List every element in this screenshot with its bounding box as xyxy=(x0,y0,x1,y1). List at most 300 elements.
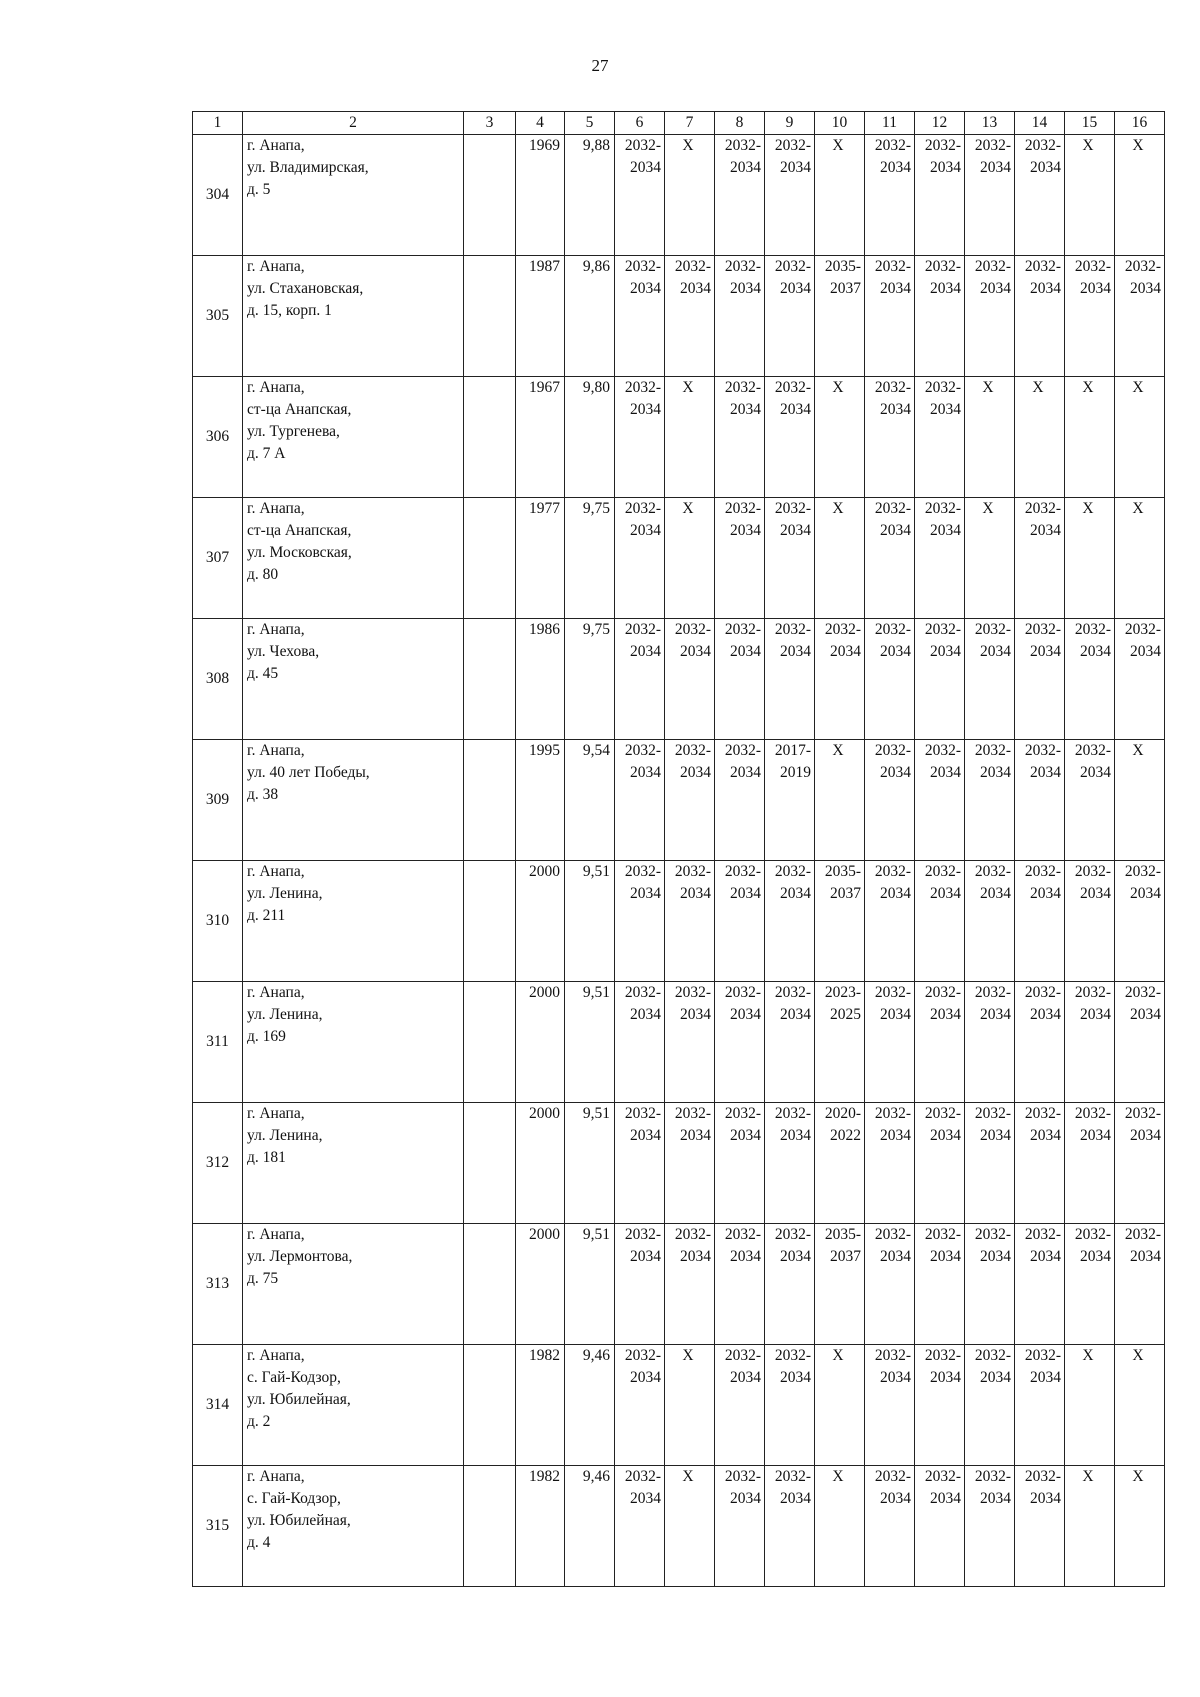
period-year: 2034 xyxy=(680,1127,711,1144)
year-value: 2000 xyxy=(529,863,560,880)
period-year: 2023- xyxy=(824,984,861,1001)
period-year: 2034 xyxy=(780,1369,811,1386)
column-header: 16 xyxy=(1115,112,1165,135)
row-number-cell xyxy=(193,135,243,256)
address-line: г. Анапа, xyxy=(247,742,305,759)
period-year: 2034 xyxy=(930,280,961,297)
period-year: 2032- xyxy=(924,500,961,517)
period-year: 2032- xyxy=(1024,258,1061,275)
period-cell xyxy=(665,1103,715,1224)
address-cell xyxy=(243,982,464,1103)
column-3-cell xyxy=(464,377,516,498)
period-year: 2032- xyxy=(624,137,661,154)
row-number: 311 xyxy=(206,1033,229,1050)
year-cell xyxy=(516,1103,565,1224)
period-cell xyxy=(665,619,715,740)
period-cell xyxy=(1015,619,1065,740)
period-year: 2034 xyxy=(1080,643,1111,660)
period-cell xyxy=(665,861,715,982)
numeric-value: 9,51 xyxy=(582,984,610,1001)
column-header: 11 xyxy=(865,112,915,135)
period-year: 2034 xyxy=(780,280,811,297)
period-year: 2034 xyxy=(730,885,761,902)
period-year: 2034 xyxy=(680,643,711,660)
column-3-cell xyxy=(464,498,516,619)
numeric-value: 9,75 xyxy=(582,621,610,638)
period-cell xyxy=(665,1466,715,1587)
period-cell xyxy=(715,1103,765,1224)
period-cell xyxy=(865,1345,915,1466)
period-cell xyxy=(965,982,1015,1103)
address-line: ул. 40 лет Победы, xyxy=(247,764,370,781)
period-year: 2032- xyxy=(974,1226,1011,1243)
period-year: 2034 xyxy=(930,401,961,418)
period-year: 2034 xyxy=(1030,885,1061,902)
period-year: 2032- xyxy=(924,863,961,880)
period-year: 2034 xyxy=(980,764,1011,781)
year-cell xyxy=(516,861,565,982)
period-year: 2032- xyxy=(974,863,1011,880)
period-year: 2034 xyxy=(1030,1006,1061,1023)
not-applicable-mark: X xyxy=(1082,1347,1094,1364)
not-applicable-mark: X xyxy=(1082,137,1094,154)
address-cell xyxy=(243,861,464,982)
address-line: д. 15, корп. 1 xyxy=(247,302,332,319)
address-line: г. Анапа, xyxy=(247,621,305,638)
period-year: 2034 xyxy=(730,764,761,781)
period-year: 2032- xyxy=(1124,1105,1161,1122)
address-line: ул. Ленина, xyxy=(247,885,323,902)
period-year: 2032- xyxy=(874,1105,911,1122)
period-cell xyxy=(1115,1345,1165,1466)
period-year: 2032- xyxy=(724,258,761,275)
period-year: 2032- xyxy=(924,258,961,275)
period-year: 2032- xyxy=(724,1468,761,1485)
address-line: г. Анапа, xyxy=(247,984,305,1001)
period-year: 2032- xyxy=(724,984,761,1001)
period-cell xyxy=(1015,377,1065,498)
period-year: 2022 xyxy=(830,1127,861,1144)
period-year: 2032- xyxy=(1024,1226,1061,1243)
value-cell xyxy=(565,1345,615,1466)
period-cell xyxy=(1115,1103,1165,1224)
period-year: 2032- xyxy=(874,500,911,517)
period-cell xyxy=(1115,982,1165,1103)
period-year: 2032- xyxy=(874,258,911,275)
period-year: 2034 xyxy=(780,1490,811,1507)
period-year: 2034 xyxy=(630,159,661,176)
period-year: 2034 xyxy=(780,1127,811,1144)
period-year: 2034 xyxy=(880,643,911,660)
not-applicable-mark: X xyxy=(832,742,844,759)
period-year: 2032- xyxy=(1024,500,1061,517)
period-year: 2032- xyxy=(974,1105,1011,1122)
period-year: 2032- xyxy=(674,258,711,275)
period-year: 2032- xyxy=(924,1105,961,1122)
period-year: 2032- xyxy=(624,1105,661,1122)
row-number-cell xyxy=(193,1466,243,1587)
period-cell xyxy=(915,498,965,619)
period-year: 2034 xyxy=(630,764,661,781)
table-row xyxy=(193,1103,1165,1224)
period-cell xyxy=(1065,256,1115,377)
period-year: 2032- xyxy=(724,1226,761,1243)
address-line: ул. Юбилейная, xyxy=(247,1391,351,1408)
period-year: 2034 xyxy=(980,1490,1011,1507)
period-cell xyxy=(765,1345,815,1466)
column-3-cell xyxy=(464,256,516,377)
period-year: 2034 xyxy=(630,1490,661,1507)
period-year: 2034 xyxy=(930,159,961,176)
period-cell xyxy=(715,377,765,498)
address-line: д. 5 xyxy=(247,181,271,198)
column-3-cell xyxy=(464,740,516,861)
period-year: 2034 xyxy=(1030,764,1061,781)
not-applicable-mark: X xyxy=(1132,379,1144,396)
period-year: 2032- xyxy=(1124,1226,1161,1243)
period-cell xyxy=(715,256,765,377)
period-year: 2034 xyxy=(1080,280,1111,297)
value-cell xyxy=(565,1103,615,1224)
period-year: 2032- xyxy=(1024,1347,1061,1364)
period-year: 2032- xyxy=(1074,1226,1111,1243)
period-year: 2032- xyxy=(774,1105,811,1122)
period-year: 2034 xyxy=(1030,1369,1061,1386)
period-year: 2032- xyxy=(674,984,711,1001)
period-year: 2034 xyxy=(680,1248,711,1265)
period-cell xyxy=(765,740,815,861)
period-year: 2034 xyxy=(980,159,1011,176)
address-cell xyxy=(243,377,464,498)
not-applicable-mark: X xyxy=(1132,1347,1144,1364)
period-cell xyxy=(715,861,765,982)
period-year: 2034 xyxy=(730,1369,761,1386)
period-cell xyxy=(1115,135,1165,256)
period-cell xyxy=(1065,1103,1115,1224)
period-year: 2032- xyxy=(724,621,761,638)
period-year: 2032- xyxy=(874,984,911,1001)
period-year: 2034 xyxy=(780,643,811,660)
period-cell xyxy=(915,1345,965,1466)
column-header: 4 xyxy=(516,112,565,135)
period-year: 2032- xyxy=(874,137,911,154)
table-row xyxy=(193,1345,1165,1466)
not-applicable-mark: X xyxy=(1082,500,1094,517)
numeric-value: 9,86 xyxy=(582,258,610,275)
period-year: 2032- xyxy=(1024,1105,1061,1122)
year-cell xyxy=(516,377,565,498)
period-cell xyxy=(965,1466,1015,1587)
address-line: г. Анапа, xyxy=(247,500,305,517)
period-year: 2032- xyxy=(624,1226,661,1243)
period-cell xyxy=(1015,740,1065,861)
period-year: 2034 xyxy=(630,885,661,902)
period-year: 2032- xyxy=(1124,258,1161,275)
period-cell xyxy=(915,1103,965,1224)
period-year: 2020- xyxy=(824,1105,861,1122)
numeric-value: 9,46 xyxy=(582,1468,610,1485)
address-cell xyxy=(243,135,464,256)
column-header: 8 xyxy=(715,112,765,135)
period-year: 2032- xyxy=(1124,863,1161,880)
address-line: ул. Юбилейная, xyxy=(247,1512,351,1529)
period-cell xyxy=(765,1103,815,1224)
period-year: 2032- xyxy=(674,742,711,759)
period-year: 2034 xyxy=(1030,280,1061,297)
period-cell xyxy=(815,740,865,861)
numeric-value: 9,46 xyxy=(582,1347,610,1364)
period-year: 2032- xyxy=(674,1226,711,1243)
not-applicable-mark: X xyxy=(1082,1468,1094,1485)
period-cell xyxy=(865,982,915,1103)
period-year: 2034 xyxy=(730,280,761,297)
numeric-value: 9,75 xyxy=(582,500,610,517)
period-year: 2032- xyxy=(624,863,661,880)
numeric-value: 9,51 xyxy=(582,863,610,880)
period-year: 2032- xyxy=(774,1226,811,1243)
period-cell xyxy=(815,1466,865,1587)
period-year: 2034 xyxy=(980,885,1011,902)
period-year: 2032- xyxy=(774,984,811,1001)
row-number: 313 xyxy=(205,1275,230,1292)
period-year: 2032- xyxy=(1024,984,1061,1001)
period-cell xyxy=(965,861,1015,982)
period-cell xyxy=(865,861,915,982)
period-year: 2034 xyxy=(780,522,811,539)
period-year: 2034 xyxy=(780,885,811,902)
period-cell xyxy=(615,1466,665,1587)
address-line: д. 181 xyxy=(247,1149,286,1166)
address-cell xyxy=(243,740,464,861)
period-cell xyxy=(1115,619,1165,740)
address-line: ул. Ленина, xyxy=(247,1127,323,1144)
not-applicable-mark: X xyxy=(1132,742,1144,759)
column-header: 2 xyxy=(243,112,464,135)
period-cell xyxy=(965,256,1015,377)
period-cell xyxy=(765,1224,815,1345)
address-line: ул. Тургенева, xyxy=(247,423,340,440)
year-cell xyxy=(516,135,565,256)
table-row xyxy=(193,256,1165,377)
period-year: 2032- xyxy=(624,984,661,1001)
period-year: 2034 xyxy=(780,159,811,176)
period-cell xyxy=(715,1224,765,1345)
period-year: 2032- xyxy=(774,1468,811,1485)
period-year: 2034 xyxy=(930,522,961,539)
period-cell xyxy=(915,740,965,861)
period-cell xyxy=(665,740,715,861)
address-line: д. 2 xyxy=(247,1413,271,1430)
period-cell xyxy=(815,861,865,982)
period-cell xyxy=(1115,377,1165,498)
period-cell xyxy=(665,1224,715,1345)
value-cell xyxy=(565,498,615,619)
period-year: 2032- xyxy=(924,379,961,396)
period-year: 2034 xyxy=(680,280,711,297)
address-line: д. 45 xyxy=(247,665,279,682)
period-year: 2034 xyxy=(880,1248,911,1265)
period-year: 2032- xyxy=(874,863,911,880)
column-3-cell xyxy=(464,1103,516,1224)
not-applicable-mark: X xyxy=(982,379,994,396)
address-line: ул. Московская, xyxy=(247,544,352,561)
period-year: 2034 xyxy=(980,1006,1011,1023)
period-year: 2034 xyxy=(730,1006,761,1023)
not-applicable-mark: X xyxy=(832,1347,844,1364)
period-year: 2032- xyxy=(774,500,811,517)
period-year: 2034 xyxy=(1130,1248,1161,1265)
period-year: 2032- xyxy=(1024,863,1061,880)
period-cell xyxy=(665,982,715,1103)
period-year: 2032- xyxy=(774,137,811,154)
period-year: 2032- xyxy=(774,379,811,396)
period-year: 2034 xyxy=(1130,1127,1161,1144)
column-header: 10 xyxy=(815,112,865,135)
year-value: 1969 xyxy=(529,137,560,154)
period-year: 2034 xyxy=(930,643,961,660)
period-cell xyxy=(815,619,865,740)
value-cell xyxy=(565,1224,615,1345)
row-number-cell xyxy=(193,740,243,861)
numeric-value: 9,80 xyxy=(582,379,610,396)
year-value: 1986 xyxy=(529,621,560,638)
period-year: 2034 xyxy=(1030,159,1061,176)
not-applicable-mark: X xyxy=(682,1347,694,1364)
period-cell xyxy=(965,619,1015,740)
period-cell xyxy=(815,1224,865,1345)
period-cell xyxy=(815,1103,865,1224)
period-year: 2034 xyxy=(980,280,1011,297)
period-year: 2034 xyxy=(680,1006,711,1023)
value-cell xyxy=(565,256,615,377)
period-year: 2032- xyxy=(1074,742,1111,759)
value-cell xyxy=(565,135,615,256)
period-year: 2034 xyxy=(1130,280,1161,297)
period-year: 2032- xyxy=(674,621,711,638)
year-value: 1967 xyxy=(529,379,560,396)
period-cell xyxy=(815,982,865,1103)
period-year: 2034 xyxy=(730,522,761,539)
period-cell xyxy=(865,1103,915,1224)
not-applicable-mark: X xyxy=(832,500,844,517)
period-year: 2034 xyxy=(630,522,661,539)
row-number-cell xyxy=(193,982,243,1103)
year-value: 2000 xyxy=(529,1105,560,1122)
row-number-cell xyxy=(193,1103,243,1224)
period-year: 2032- xyxy=(1024,742,1061,759)
period-cell xyxy=(965,498,1015,619)
period-year: 2034 xyxy=(630,401,661,418)
period-year: 2034 xyxy=(630,643,661,660)
period-cell xyxy=(865,256,915,377)
header-row xyxy=(193,112,1165,135)
period-year: 2032- xyxy=(874,1347,911,1364)
not-applicable-mark: X xyxy=(982,500,994,517)
period-cell xyxy=(1115,740,1165,861)
period-cell xyxy=(965,1224,1015,1345)
row-number: 305 xyxy=(205,307,230,324)
period-year: 2032- xyxy=(674,863,711,880)
period-year: 2034 xyxy=(730,401,761,418)
period-year: 2034 xyxy=(1080,1248,1111,1265)
period-year: 2032- xyxy=(724,1347,761,1364)
column-header: 1 xyxy=(193,112,243,135)
period-cell xyxy=(1065,1466,1115,1587)
address-cell xyxy=(243,619,464,740)
period-year: 2037 xyxy=(830,280,861,297)
period-year: 2034 xyxy=(880,401,911,418)
column-header: 12 xyxy=(915,112,965,135)
numeric-value: 9,88 xyxy=(582,137,610,154)
period-cell xyxy=(815,256,865,377)
period-year: 2034 xyxy=(630,280,661,297)
address-line: ул. Владимирская, xyxy=(247,159,369,176)
period-cell xyxy=(765,256,815,377)
period-year: 2034 xyxy=(780,1248,811,1265)
period-year: 2034 xyxy=(730,1127,761,1144)
period-year: 2019 xyxy=(780,764,811,781)
not-applicable-mark: X xyxy=(682,1468,694,1485)
period-year: 2032- xyxy=(624,379,661,396)
period-cell xyxy=(915,135,965,256)
period-year: 2032- xyxy=(974,1468,1011,1485)
column-3-cell xyxy=(464,1224,516,1345)
address-line: д. 169 xyxy=(247,1028,286,1045)
year-cell xyxy=(516,740,565,861)
table-row xyxy=(193,377,1165,498)
period-cell xyxy=(1065,377,1115,498)
period-cell xyxy=(965,1103,1015,1224)
period-cell xyxy=(715,740,765,861)
year-value: 1977 xyxy=(529,500,560,517)
period-cell xyxy=(865,619,915,740)
row-number: 312 xyxy=(205,1154,230,1171)
period-year: 2032- xyxy=(774,1347,811,1364)
period-year: 2034 xyxy=(1030,1127,1061,1144)
period-cell xyxy=(665,498,715,619)
year-value: 1987 xyxy=(529,258,560,275)
period-cell xyxy=(1065,1345,1115,1466)
column-3-cell xyxy=(464,1466,516,1587)
period-year: 2032- xyxy=(624,500,661,517)
period-cell xyxy=(865,377,915,498)
address-line: ул. Лермонтова, xyxy=(247,1248,353,1265)
period-year: 2034 xyxy=(1030,522,1061,539)
period-year: 2032- xyxy=(874,621,911,638)
period-cell xyxy=(765,1466,815,1587)
not-applicable-mark: X xyxy=(1132,500,1144,517)
period-cell xyxy=(865,498,915,619)
period-year: 2032- xyxy=(924,1468,961,1485)
period-year: 2032- xyxy=(624,258,661,275)
period-year: 2034 xyxy=(930,1248,961,1265)
period-cell xyxy=(615,861,665,982)
address-cell xyxy=(243,1466,464,1587)
address-line: ст-ца Анапская, xyxy=(247,522,352,539)
period-year: 2034 xyxy=(930,1490,961,1507)
period-year: 2034 xyxy=(980,1369,1011,1386)
period-cell xyxy=(1115,861,1165,982)
period-cell xyxy=(1015,861,1065,982)
value-cell xyxy=(565,740,615,861)
not-applicable-mark: X xyxy=(1132,1468,1144,1485)
not-applicable-mark: X xyxy=(832,1468,844,1485)
period-year: 2034 xyxy=(880,1006,911,1023)
not-applicable-mark: X xyxy=(1032,379,1044,396)
period-cell xyxy=(815,1345,865,1466)
address-line: с. Гай-Кодзор, xyxy=(247,1369,341,1386)
period-year: 2032- xyxy=(874,1468,911,1485)
